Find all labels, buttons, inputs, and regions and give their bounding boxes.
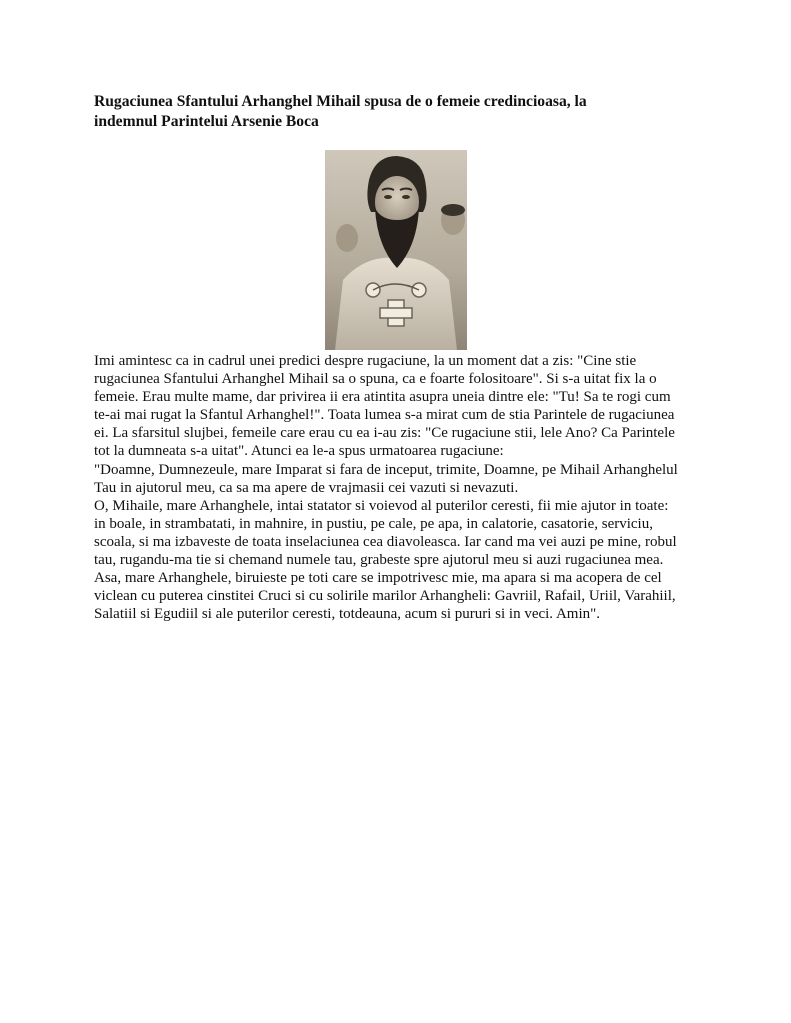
paragraph-intro: Imi amintesc ca in cadrul unei predici despre rugaciune, la un moment dat a zis: "Cine stie rugaciunea Sfantului Arhanghel Mihail sa o spuna, ca e foarte folositoare". Si s-a uitat fix la o femeie. Erau multe mame, dar privirea ii era atintita asupra uneia dintre ele: "Tu! Sa te rogi cum te-ai mai rugat la Sfantul Arhanghel!". Toata lumea s-a mirat cum de stia Parintele de rugaciunea ei. La sfarsitul slujbei, femeile care erau cu ea i-au zis: "Ce rugaciune stii, lele Ano? Ca Parintele tot la dumneata s-a uitat". Atunci ea le-a spus urmatoarea rugaciune:	[94, 353, 675, 460]
portrait-photo-icon	[325, 150, 467, 350]
document-title: Rugaciunea Sfantului Arhanghel Mihail spusa de o femeie credincioasa, la indemnul Parintelui Arsenie Boca	[94, 93, 587, 130]
paragraph-prayer-main: O, Mihaile, mare Arhanghele, intai statator si voievod al puterilor ceresti, fii mie ajutor in toate: in boale, in strambatati, in mahnire, in pustiu, pe cale, pe apa, in calatorie, casatorie, serviciu, scoala, si ma izbaveste de toata inselaciunea cea diavoleasca. Iar cand ma vei auzi pe mine, robul tau, rugandu-ma tie si chemand numele tau, grabeste spre ajutorul meu si auzi rugaciunea mea. Asa, mare Arhanghele, biruieste pe toti care se impotrivesc mie, ma apara si ma acopera de cel viclean cu puterea cinstitei Cruci si cu solirile marilor Arhangheli: Gavriil, Rafail, Uriil, Varahiil, Salatiil si Egudiil si ale puterilor ceresti, totdeauna, acum si pururi si in veci. Amin".	[94, 497, 677, 623]
document-body	[94, 352, 714, 623]
paragraph-prayer-start: "Doamne, Dumnezeule, mare Imparat si fara de inceput, trimite, Doamne, pe Mihail Arhanghelul Tau in ajutorul meu, ca sa ma apere de vrajmasii cei vazuti si nevazuti.	[94, 461, 678, 496]
portrait-photo	[325, 150, 467, 350]
